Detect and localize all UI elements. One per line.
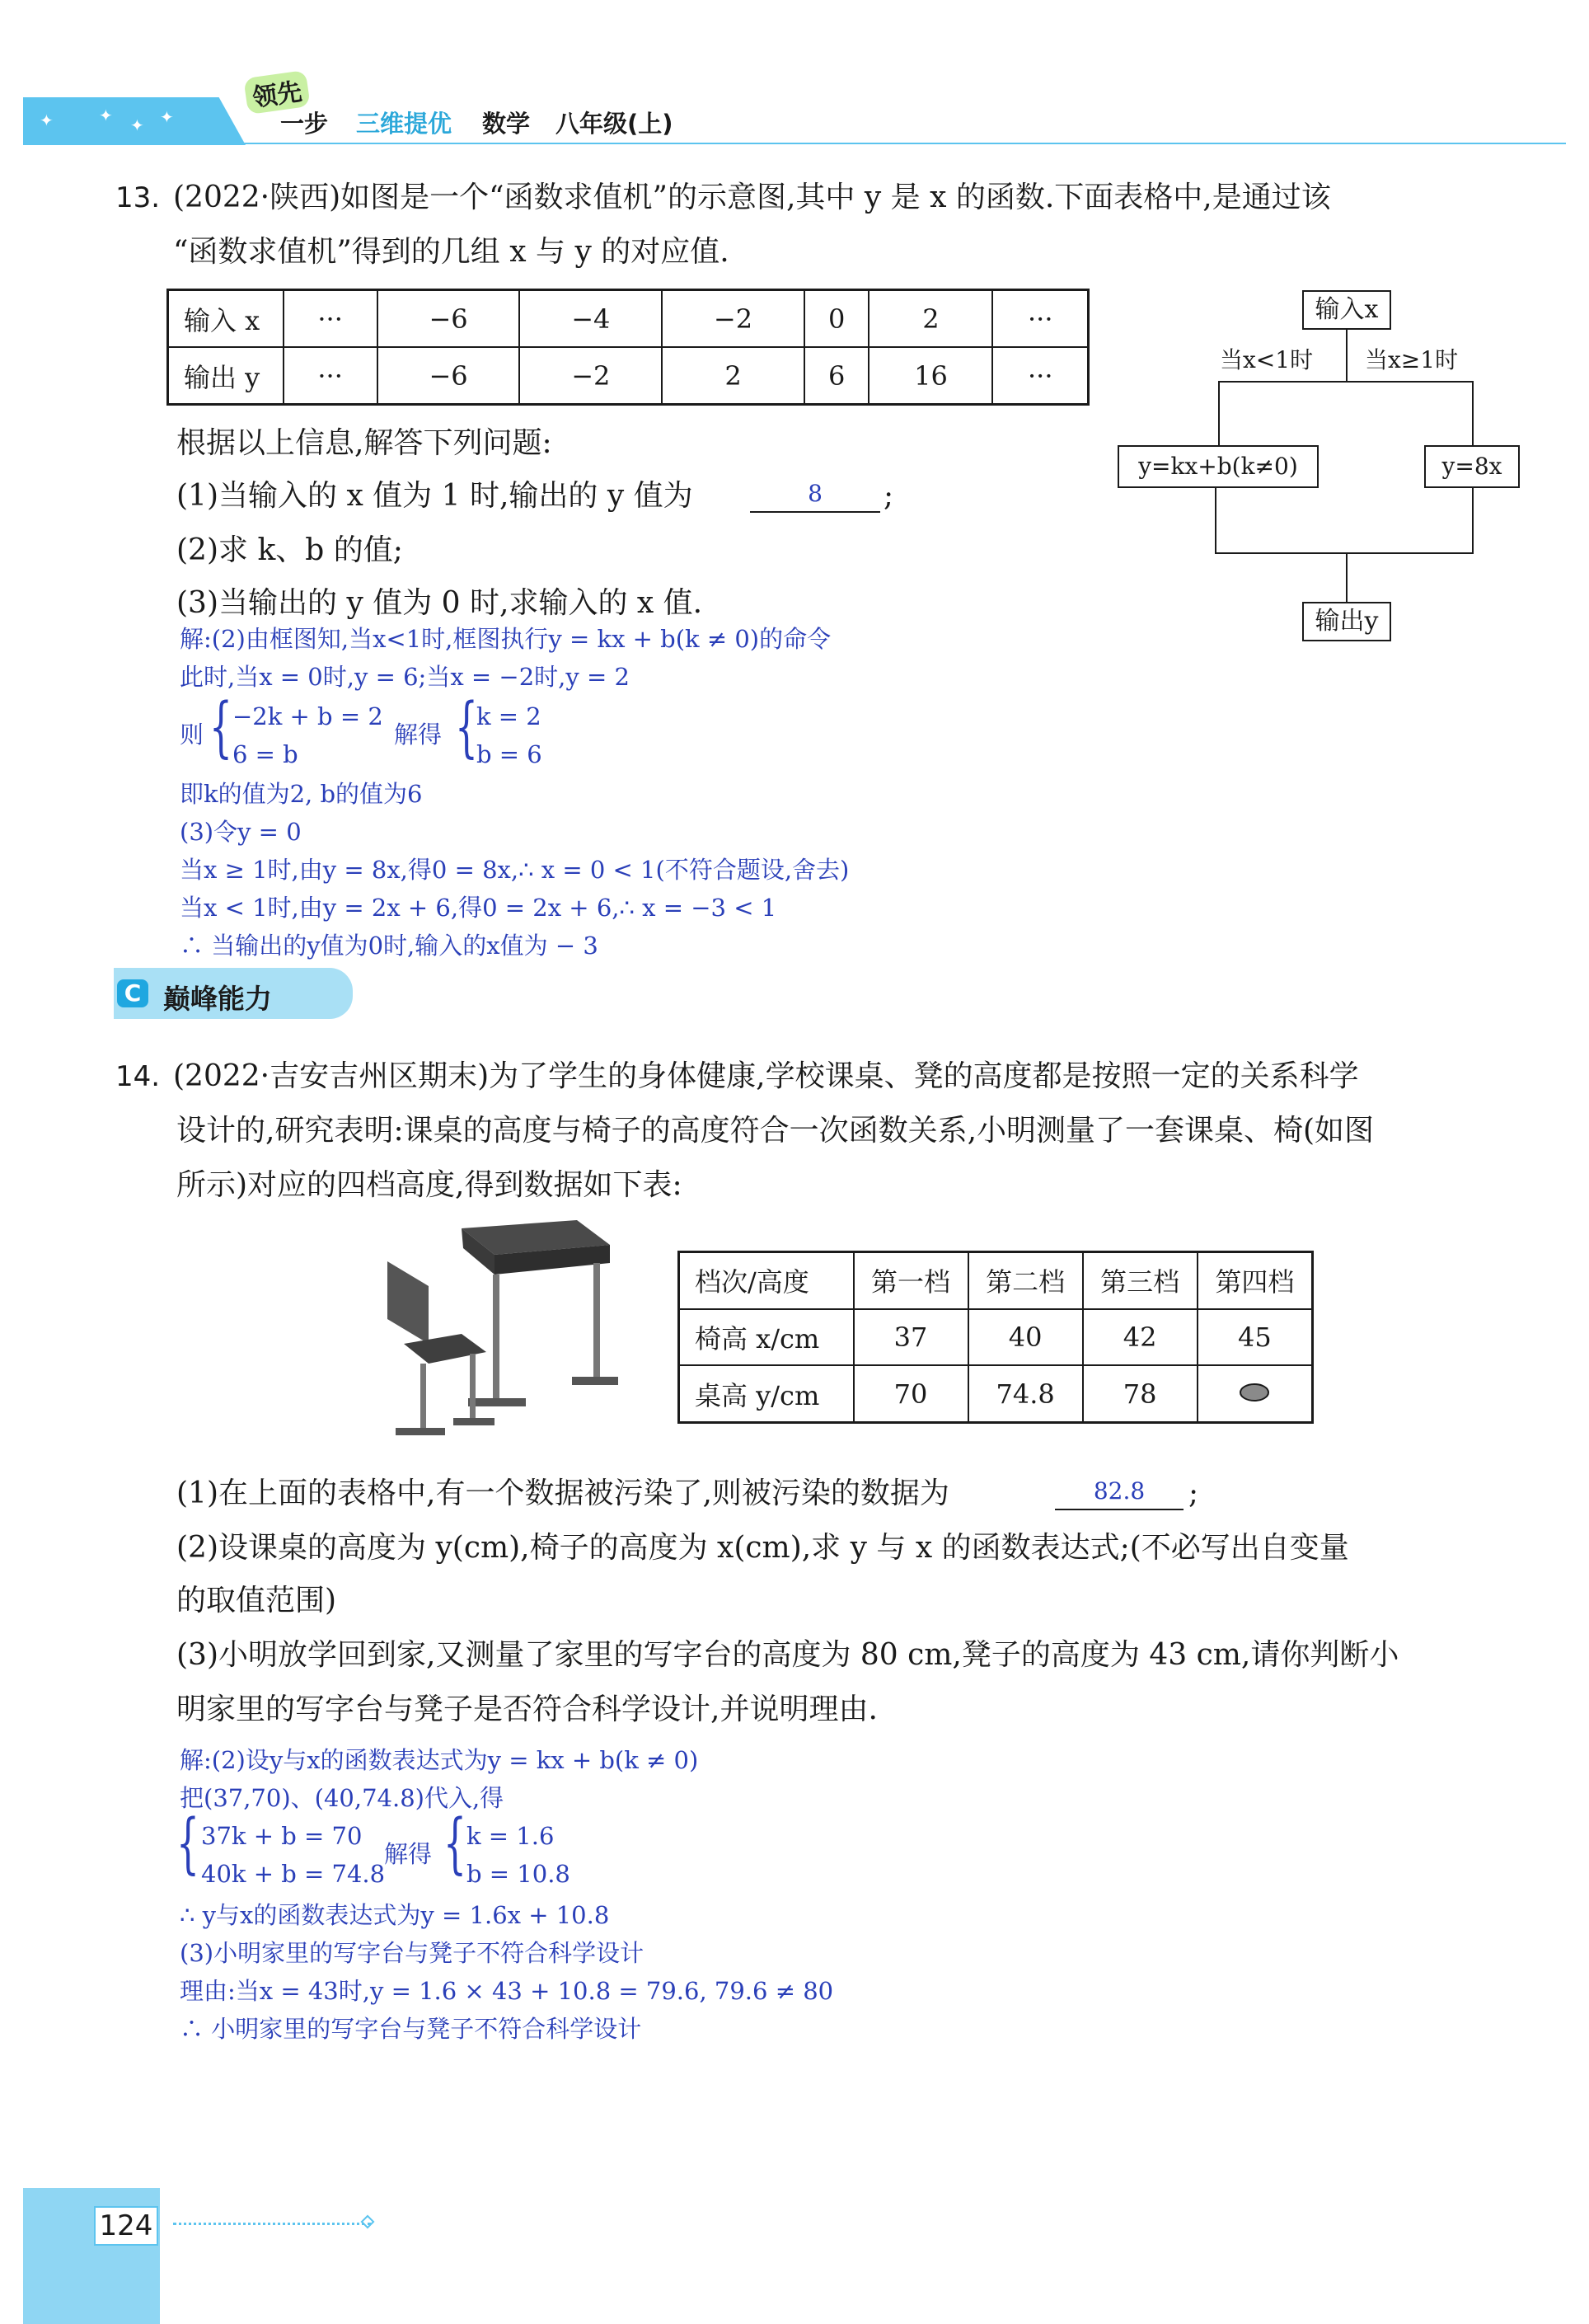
q13-sol-solve: 解得 (394, 721, 443, 749)
q14-stem-line1: (2022·吉安吉州区期末)为了学生的身体健康,学校课桌、凳的高度都是按照一定的关系科学 (173, 1059, 1359, 1093)
chair-leg (470, 1354, 476, 1420)
flow-line (1346, 552, 1348, 602)
table-row (168, 290, 1089, 348)
table-cell: 74.8 (968, 1365, 1083, 1422)
table-cell: −6 (377, 290, 520, 348)
flow-line (1346, 330, 1348, 383)
q14-sol-res2: b = 10.8 (466, 1860, 570, 1888)
table-row (168, 347, 1089, 405)
table-cell: 桌高 y/cm (679, 1365, 854, 1422)
table-cell: 椅高 x/cm (679, 1309, 854, 1366)
chair-foot (453, 1418, 495, 1425)
q13-sol-eq2: 6 = b (232, 740, 298, 768)
header-rule (237, 143, 1566, 144)
q14-sol-solve: 解得 (384, 1840, 433, 1868)
grade-title: 八年级(上) (555, 110, 673, 138)
q14-part1: (1)在上面的表格中,有一个数据被污染了,则被污染的数据为 (176, 1477, 949, 1510)
table-cell: 40 (968, 1309, 1083, 1366)
q14-part2-line2: 的取值范围) (176, 1584, 337, 1617)
q13-sol-line7: 当x < 1时,由y = 2x + 6,得0 = 2x + 6,∴ x = −3 < 1 (180, 894, 777, 922)
q13-sol-line8: ∴ 当输出的y值为0时,输入的x值为 − 3 (180, 932, 598, 960)
q13-sol-res1: k = 2 (476, 702, 541, 730)
table-cell: 42 (1083, 1309, 1198, 1366)
flow-line (1215, 488, 1216, 554)
q13-part3: (3)当输出的 y 值为 0 时,求输入的 x 值. (176, 586, 703, 620)
q14-number: 14. (115, 1060, 161, 1093)
brace-icon: { (455, 688, 478, 765)
table-cell: 2 (662, 347, 804, 405)
star-icon: ✦ (160, 107, 174, 127)
table-cell: ··· (992, 347, 1088, 405)
table-header-cell: 第二档 (968, 1252, 1083, 1309)
q13-sol-then: 则 (180, 721, 204, 749)
logo-main: 一步 (280, 110, 329, 138)
subject-title: 数学 (482, 110, 531, 138)
q14-sol-line7: ∴ 小明家里的写字台与凳子不符合科学设计 (180, 2015, 642, 2043)
table-cell: −4 (519, 290, 662, 348)
table-cell: 输出 y (168, 347, 284, 405)
q14-sol-line1: 解:(2)设y与x的函数表达式为y = kx + b(k ≠ 0) (180, 1746, 699, 1774)
flow-line (1218, 381, 1474, 383)
q14-sol-res1: k = 1.6 (466, 1822, 555, 1850)
section-letter: C (117, 979, 148, 1007)
desk-foot (572, 1377, 618, 1385)
table-row (679, 1309, 1313, 1366)
q13-sol-line6: 当x ≥ 1时,由y = 8x,得0 = 8x,∴ x = 0 < 1(不符合题设,舍去) (180, 856, 850, 884)
brace-icon: { (443, 1805, 466, 1881)
ink-smudge-icon (1238, 1382, 1271, 1403)
q13-part1-end: ; (884, 479, 894, 513)
brace-icon: { (176, 1805, 199, 1881)
diamond-icon (361, 2215, 375, 2229)
page-number: 124 (94, 2206, 158, 2246)
q14-sol-eq2: 40k + b = 74.8 (201, 1860, 386, 1888)
q14-part3-line2: 明家里的写字台与凳子是否符合科学设计,并说明理由. (176, 1693, 878, 1726)
q13-part1: (1)当输入的 x 值为 1 时,输出的 y 值为 (176, 479, 693, 513)
desk-foot (468, 1398, 526, 1406)
q13-sol-res2: b = 6 (476, 740, 542, 768)
q14-table (677, 1251, 1314, 1424)
q14-sol-eq1: 37k + b = 70 (201, 1822, 363, 1850)
star-icon: ✦ (99, 106, 113, 125)
table-cell: 78 (1083, 1365, 1198, 1422)
q13-answer-blank (750, 480, 880, 513)
q14-stem-line3: 所示)对应的四档高度,得到数据如下表: (176, 1168, 682, 1202)
table-cell: 16 (869, 347, 992, 405)
chair-back (387, 1261, 429, 1344)
table-header-cell: 第四档 (1198, 1252, 1313, 1309)
q14-answer-blank (1055, 1477, 1184, 1510)
q14-part2-line1: (2)设课桌的高度为 y(cm),椅子的高度为 x(cm),求 y 与 x 的函数表达式;(不必写出自变量 (176, 1531, 1349, 1565)
q14-part1-end: ; (1188, 1477, 1199, 1510)
desk-leg (593, 1263, 600, 1378)
desk-chair-illustration (371, 1212, 618, 1459)
flow-line (1472, 381, 1474, 445)
q14-stem-line2: 设计的,研究表明:课桌的高度与椅子的高度符合一次函数关系,小明测量了一套课桌、椅(如图 (176, 1114, 1375, 1148)
q13-sol-line5: (3)令y = 0 (180, 818, 302, 846)
q13-part2: (2)求 k、b 的值; (176, 533, 403, 567)
chair-foot (396, 1428, 445, 1435)
q14-sol-line4: ∴ y与x的函数表达式为y = 1.6x + 10.8 (180, 1901, 610, 1929)
q14-sol-line6: 理由:当x = 43时,y = 1.6 × 43 + 10.8 = 79.6, 79.6 ≠ 80 (180, 1977, 834, 2005)
flow-cond-right: 当x≥1时 (1365, 346, 1459, 373)
table-cell: 输入 x (168, 290, 284, 348)
q13-number: 13. (115, 181, 161, 214)
flow-line (1215, 552, 1474, 554)
flow-box-right: y=8x (1424, 445, 1520, 488)
table-header-row (679, 1252, 1313, 1309)
table-cell: 6 (804, 347, 869, 405)
chair-leg (420, 1364, 426, 1430)
table-cell: ··· (992, 290, 1088, 348)
flow-output-box: 输出y (1302, 602, 1391, 641)
table-cell: ··· (284, 290, 377, 348)
q13-sol-line1: 解:(2)由框图知,当x<1时,框图执行y = kx + b(k ≠ 0)的命令 (180, 625, 832, 653)
q14-part3-line1: (3)小明放学回到家,又测量了家里的写字台的高度为 80 cm,凳子的高度为 43 cm,请你判断小 (176, 1638, 1399, 1672)
footer-dotted-rule (173, 2223, 371, 2225)
flow-line (1472, 488, 1474, 554)
table-header-cell: 档次/高度 (679, 1252, 854, 1309)
q13-intro: 根据以上信息,解答下列问题: (176, 426, 552, 460)
table-row (679, 1365, 1313, 1422)
star-icon: ✦ (130, 115, 144, 135)
brace-icon: { (209, 688, 232, 765)
q13-sol-line4: 即k的值为2, b的值为6 (180, 780, 423, 808)
q13-stem-line2: “函数求值机”得到的几组 x 与 y 的对应值. (173, 235, 729, 269)
logo-top: 领先 (243, 70, 310, 115)
q13-sol-line2: 此时,当x = 0时,y = 6;当x = −2时,y = 2 (180, 663, 630, 691)
table-cell: −6 (377, 347, 520, 405)
table-cell: 2 (869, 290, 992, 348)
q14-sol-line5: (3)小明家里的写字台与凳子不符合科学设计 (180, 1939, 645, 1967)
table-header-cell: 第一档 (854, 1252, 968, 1309)
star-icon: ✦ (40, 110, 54, 130)
q13-table (166, 289, 1090, 406)
section-title: 巅峰能力 (163, 983, 272, 1015)
table-header-cell: 第三档 (1083, 1252, 1198, 1309)
q14-sol-line2: 把(37,70)、(40,74.8)代入,得 (180, 1784, 504, 1812)
q13-stem-line1: (2022·陕西)如图是一个“函数求值机”的示意图,其中 y 是 x 的函数.下面表格中,是通过该 (173, 181, 1331, 214)
table-cell: 70 (854, 1365, 968, 1422)
series-title: 三维提优 (356, 110, 452, 138)
table-cell: 37 (854, 1309, 968, 1366)
flow-line (1218, 381, 1220, 445)
table-cell: 0 (804, 290, 869, 348)
table-cell: 45 (1198, 1309, 1313, 1366)
q13-answer: 8 (808, 480, 823, 507)
flow-box-left: y=kx+b(k≠0) (1118, 445, 1319, 488)
flow-input-box: 输入x (1302, 290, 1391, 330)
q13-sol-eq1: −2k + b = 2 (232, 702, 383, 730)
flow-cond-left: 当x<1时 (1220, 346, 1314, 373)
smudge-cell (1198, 1365, 1313, 1422)
q14-answer: 82.8 (1093, 1477, 1146, 1505)
desk-leg (493, 1275, 499, 1398)
table-cell: −2 (662, 290, 804, 348)
table-cell: ··· (284, 347, 377, 405)
section-banner (114, 961, 354, 1026)
table-cell: −2 (519, 347, 662, 405)
